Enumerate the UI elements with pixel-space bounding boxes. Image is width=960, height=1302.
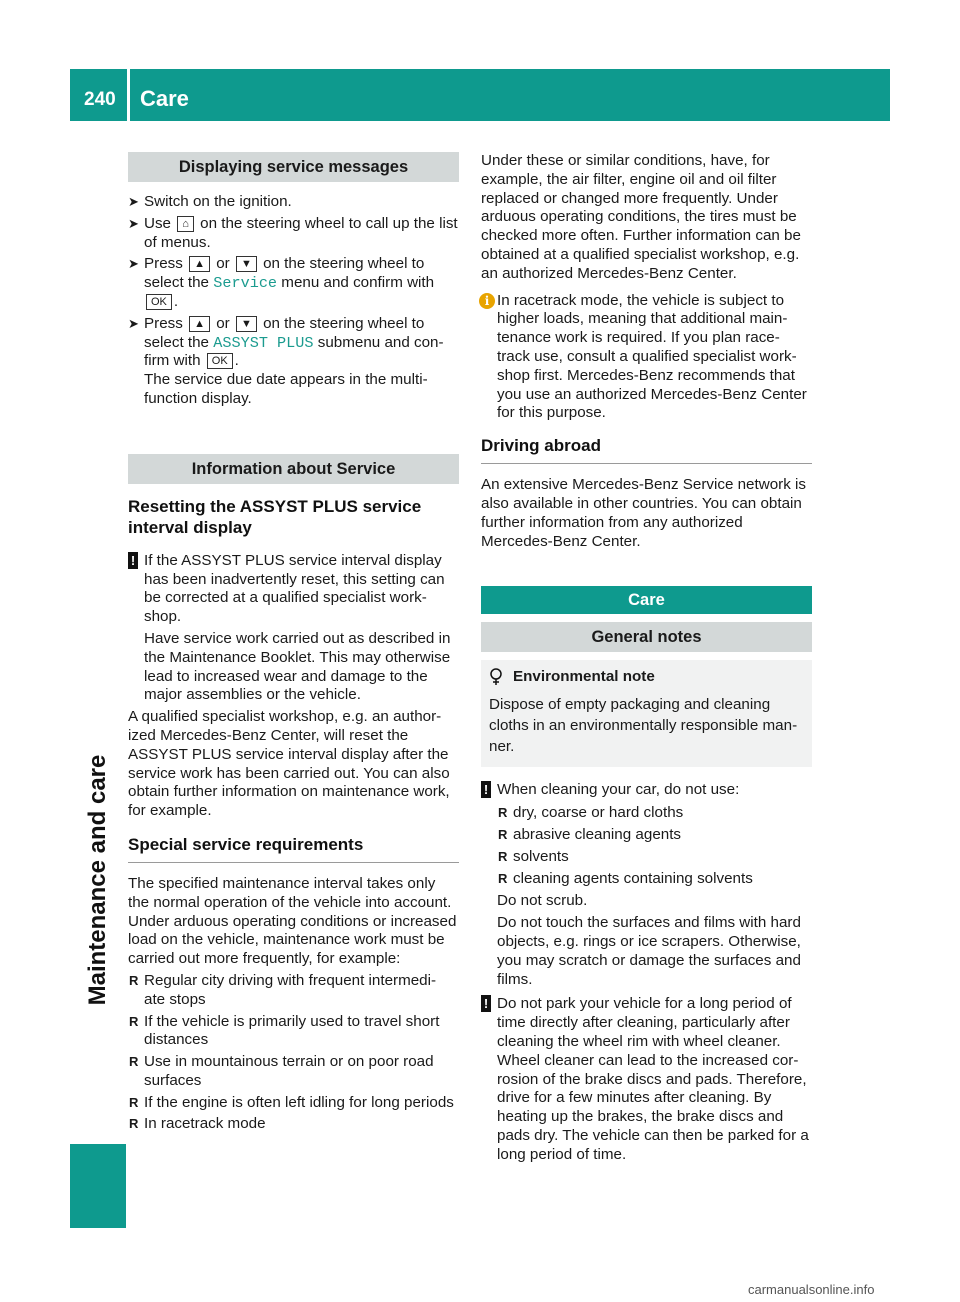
step-1: ➤ Switch on the ignition. — [128, 193, 292, 210]
step-3: ➤ Press ▲ or ▼ on the steering wheel to select the Service menu and confirm with OK . — [128, 255, 435, 310]
section-bar-information: Information about Service — [128, 454, 459, 484]
list-item: R In racetrack mode — [129, 1115, 266, 1133]
heading-driving-abroad: Driving abroad — [481, 435, 812, 464]
list-item: R abrasive cleaning agents — [498, 825, 682, 843]
arrow-icon: ➤ — [128, 194, 139, 209]
list-item: R dry, coarse or hard cloths — [498, 804, 684, 822]
section-bar-general-notes: General notes — [481, 622, 812, 652]
left-column — [128, 152, 459, 1134]
step-4: ➤ Press ▲ or ▼ on the steering wheel to select the ASSYST PLUS submenu and con- firm with OK . The service due date appears in the multi- function display. — [128, 314, 444, 407]
list-item: R cleaning agents containing solvents — [498, 869, 753, 887]
header-divider — [127, 69, 130, 121]
para-conditions: Under these or similar conditions, have, for example, the air filter, engine oil and oil filter replaced or changed more frequently. Under arduous operating conditions, the tires must be checked more often. Further information can be obtained at a qualified specialist workshop, e.g. an authorized Mercedes-Benz Center. — [481, 152, 801, 282]
list-item: R If the vehicle is primarily used to travel short distances — [129, 1012, 440, 1049]
lightbulb-icon — [489, 668, 503, 686]
menu-assyst-plus: ASSYST PLUS — [213, 333, 314, 352]
para-special: The specified maintenance interval takes only the normal operation of the vehicle into account. Under arduous operating conditions or increased load on the vehicle, maintenance work must be carried out more frequently, for example: — [128, 874, 457, 968]
watermark: carmanualsonline.info — [748, 1282, 875, 1297]
info-racetrack: i In racetrack mode, the vehicle is subject to higher loads, meaning that additional main- tenance work is required. If you plan race- track use, consult a qualified specialist work- shop first. Mercedes-Benz recommends that you use an authorized Mercedes-Benz Center for this purpose. — [481, 292, 812, 424]
down-key-icon: ▼ — [236, 316, 257, 332]
warning-parking: ! Do not park your vehicle for a long period of time directly after cleaning, particularly after cleaning the wheel rim with wheel cleaner. Wheel cleaner can lead to the increased cor- rosion of the brake discs and pads. Therefore, drive for a few minutes after cleaning. By heating up the brakes, the brake discs and pads dry. The vehicle can then be parked for a long period of time. — [481, 995, 812, 1164]
warning-icon: ! — [128, 552, 138, 569]
section-bar-care: Care — [481, 586, 812, 614]
list-item: R Regular city driving with frequent intermedi- ate stops — [129, 971, 437, 1008]
section-bar-displaying: Displaying service messages — [128, 152, 459, 182]
warning-reset: ! If the ASSYST PLUS service interval display has been inadvertently reset, this setting can be corrected at a qualified specialist work- shop. Have service work carried out as described in the Maintenance Booklet. This may otherwise lead to increased wear and damage to the major assemblies or the vehicle. — [128, 552, 459, 705]
ok-key-icon: OK — [146, 294, 172, 310]
info-icon: i — [479, 293, 495, 309]
heading-resetting: Resetting the ASSYST PLUS service interval display — [128, 496, 422, 537]
list-item: R If the engine is often left idling for long periods — [129, 1093, 454, 1111]
para-abroad: An extensive Mercedes-Benz Service network is also available in other countries. You can obtain further information from any authorized Mercedes-Benz Center. — [481, 476, 806, 550]
up-key-icon: ▲ — [189, 256, 210, 272]
para-qualified: A qualified specialist workshop, e.g. an author- ized Mercedes-Benz Center, will reset the ASSYST PLUS service interval display after the service work has been carried out. You can also obtain further information on maintenance work, for example. — [128, 708, 450, 820]
list-item: R Use in mountainous terrain or on poor road surfaces — [129, 1053, 434, 1089]
warning-cleaning: ! When cleaning your car, do not use: R dry, coarse or hard cloths R abrasive cleaning agents R solvents R cleaning agents containing solvents Do not scrub. Do not touch the surfaces and films with hard objects, e.g. rings or ice scrapers. Otherwise, you may scratch or damage the surfaces and films. — [481, 781, 812, 989]
environmental-note-heading: Environmental note — [489, 666, 804, 688]
page-header — [70, 69, 890, 121]
environmental-note-box — [481, 660, 812, 767]
chapter-title: Care — [140, 86, 189, 111]
step-2: ➤ Use ⌂ on the steering wheel to call up the list of menus. — [128, 214, 458, 251]
right-column — [481, 152, 812, 1164]
arrow-icon: ➤ — [128, 315, 139, 331]
arrow-icon: ➤ — [128, 215, 139, 231]
side-tab-label: Maintenance and care — [84, 754, 111, 1006]
step-result: The service due date appears in the multi- function display. — [144, 371, 428, 407]
page-number: 240 — [84, 89, 116, 110]
warning-icon: ! — [481, 995, 491, 1012]
list-item: R solvents — [498, 847, 569, 865]
side-tab-marker — [70, 1144, 126, 1228]
environmental-note-text: Dispose of empty packaging and cleaning cloths in an environmentally responsible man- ner. — [489, 696, 798, 756]
menu-service: Service — [213, 274, 278, 293]
arrow-icon: ➤ — [128, 256, 139, 272]
heading-special-requirements: Special service requirements — [128, 834, 459, 863]
up-key-icon: ▲ — [189, 316, 210, 332]
warning-icon: ! — [481, 781, 491, 798]
ok-key-icon: OK — [207, 353, 233, 369]
home-key-icon: ⌂ — [177, 216, 194, 232]
down-key-icon: ▼ — [236, 256, 257, 272]
